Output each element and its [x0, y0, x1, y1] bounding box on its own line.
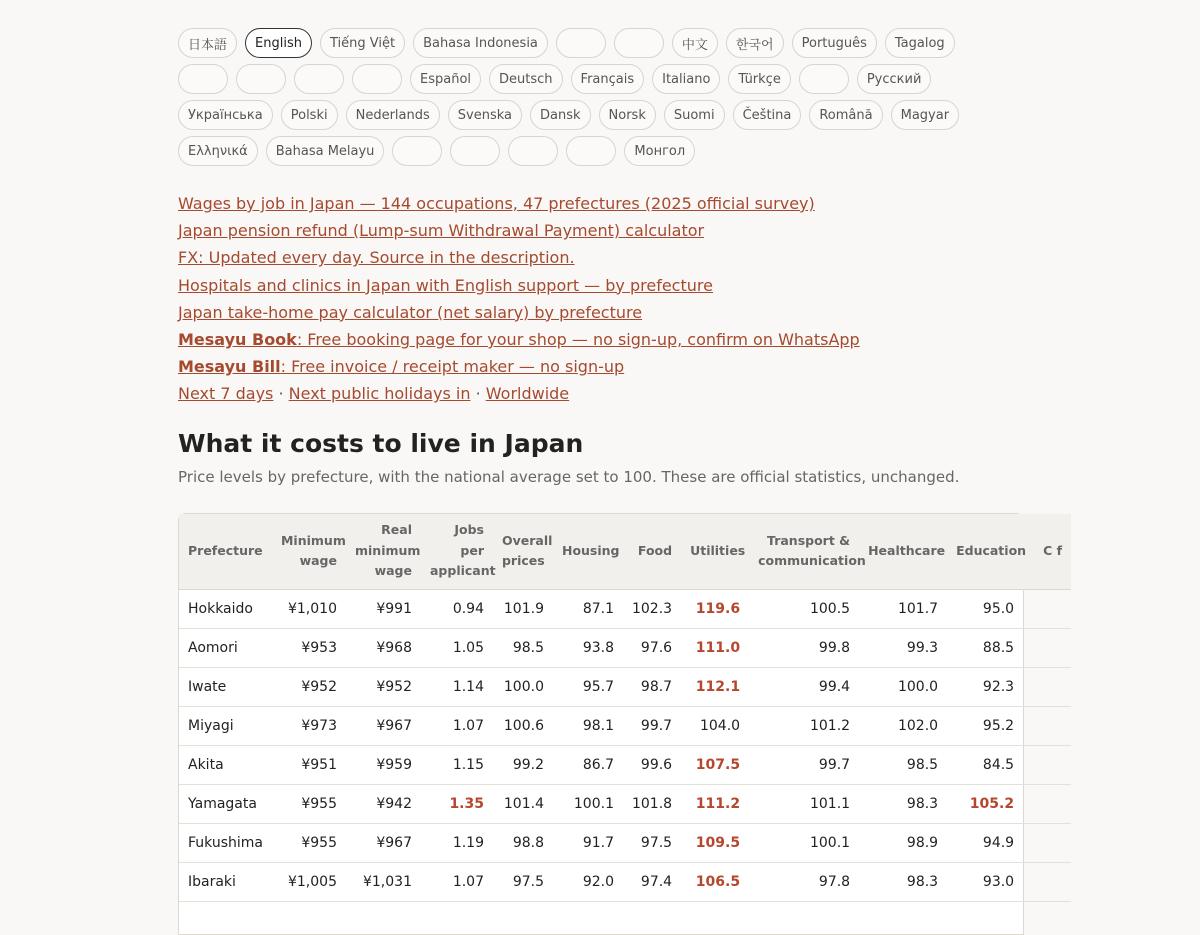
- table-cell: ¥973: [272, 706, 346, 745]
- table-cell: 111.2: [681, 784, 749, 823]
- table-cell: ¥952: [272, 667, 346, 706]
- table-cell: 95.0: [947, 589, 1023, 628]
- language-chip[interactable]: [352, 64, 402, 94]
- mesayu-bill-link[interactable]: [178, 357, 624, 376]
- language-chip[interactable]: Deutsch: [489, 64, 563, 94]
- table-cell: 104.0: [681, 706, 749, 745]
- language-chip[interactable]: [508, 136, 558, 166]
- cost-of-living-table-container[interactable]: [178, 513, 1063, 935]
- language-chip[interactable]: Türkçe: [728, 64, 790, 94]
- table-cell: 98.3: [859, 862, 947, 901]
- separator: ·: [470, 384, 486, 404]
- table-cell: 1.14: [421, 667, 493, 706]
- language-chip[interactable]: Svenska: [448, 100, 522, 130]
- language-chip[interactable]: Čeština: [733, 100, 802, 130]
- table-header-row: [179, 514, 1071, 590]
- table-cell: 97.5: [493, 862, 553, 901]
- prefecture-cell: Aomori: [179, 628, 272, 667]
- language-chip[interactable]: [556, 28, 606, 58]
- table-cell: 101.8: [623, 784, 681, 823]
- table-row: [179, 667, 1071, 706]
- column-header[interactable]: Utilities: [681, 514, 749, 590]
- table-cell: 98.5: [859, 745, 947, 784]
- table-cell: 98.5: [493, 628, 553, 667]
- table-cell: 94.9: [947, 823, 1023, 862]
- language-chip[interactable]: Suomi: [664, 100, 725, 130]
- table-cell: 107.5: [681, 745, 749, 784]
- language-chip[interactable]: Norsk: [599, 100, 656, 130]
- table-cell: 1.19: [421, 823, 493, 862]
- table-cell: ¥959: [346, 745, 421, 784]
- language-chip[interactable]: Nederlands: [346, 100, 440, 130]
- table-cell: 1.07: [421, 706, 493, 745]
- mesayu-book-desc: : Free booking page for your shop — no sign-up, confirm on WhatsApp: [296, 330, 860, 350]
- table-cell: ¥955: [272, 784, 346, 823]
- table-cell: 98.7: [623, 667, 681, 706]
- table-cell: 99.7: [749, 745, 859, 784]
- table-cell: 98.3: [859, 784, 947, 823]
- language-chip[interactable]: 한국어: [726, 28, 784, 58]
- table-cell: ¥967: [346, 823, 421, 862]
- table-cell: 95.7: [553, 667, 623, 706]
- table-cell: 100.1: [749, 823, 859, 862]
- language-chip[interactable]: Polski: [281, 100, 338, 130]
- table-cell: 101.7: [859, 589, 947, 628]
- prefecture-cell: Akita: [179, 745, 272, 784]
- table-cell: 91.7: [553, 823, 623, 862]
- table-cell: 119.6: [681, 589, 749, 628]
- pension-refund-link[interactable]: Japan pension refund (Lump-sum Withdrawal Payment) calculator: [178, 221, 705, 241]
- hospitals-link[interactable]: Hospitals and clinics in Japan with English support — by prefecture: [178, 275, 713, 295]
- table-cell: 100.0: [493, 667, 553, 706]
- table-cell: 92.3: [947, 667, 1023, 706]
- table-cell: [1023, 745, 1071, 784]
- language-selector: [178, 28, 1008, 166]
- prefecture-cell: Ibaraki: [179, 862, 272, 901]
- table-cell: 100.6: [493, 706, 553, 745]
- table-cell: 99.6: [623, 745, 681, 784]
- column-header[interactable]: Minimum wage: [272, 514, 346, 590]
- table-row: [179, 823, 1071, 862]
- table-cell: 97.4: [623, 862, 681, 901]
- table-cell: 93.0: [947, 862, 1023, 901]
- prefecture-cell: Iwate: [179, 667, 272, 706]
- table-cell: 102.3: [623, 589, 681, 628]
- mesayu-bill-desc: : Free invoice / receipt maker — no sign-up: [280, 357, 625, 377]
- table-cell: 99.3: [859, 628, 947, 667]
- language-chip[interactable]: [178, 64, 228, 94]
- language-chip[interactable]: [236, 64, 286, 94]
- table-cell: 99.7: [623, 706, 681, 745]
- separator: ·: [273, 384, 289, 404]
- table-cell: ¥953: [272, 628, 346, 667]
- next-7-days-link[interactable]: Next 7 days: [178, 384, 274, 404]
- table-row: [179, 706, 1071, 745]
- table-cell: 84.5: [947, 745, 1023, 784]
- table-cell: 106.5: [681, 862, 749, 901]
- table-cell: 87.1: [553, 589, 623, 628]
- table-cell: 97.8: [749, 862, 859, 901]
- language-chip[interactable]: Bahasa Melayu: [266, 136, 385, 166]
- table-cell: 101.1: [749, 784, 859, 823]
- language-chip[interactable]: 日本語: [178, 28, 237, 58]
- language-chip[interactable]: Tagalog: [885, 28, 955, 58]
- page-title: What it costs to live in Japan: [178, 428, 584, 458]
- table-cell: 86.7: [553, 745, 623, 784]
- language-chip[interactable]: Українська: [178, 100, 273, 130]
- table-cell: ¥968: [346, 628, 421, 667]
- table-cell: 0.94: [421, 589, 493, 628]
- table-cell: [1023, 628, 1071, 667]
- language-chip[interactable]: [614, 28, 664, 58]
- table-cell: [1023, 862, 1071, 901]
- table-cell: 105.2: [947, 784, 1023, 823]
- language-chip[interactable]: English: [245, 28, 312, 58]
- table-row: [179, 745, 1071, 784]
- column-header[interactable]: Prefecture: [179, 514, 272, 590]
- table-cell: 101.4: [493, 784, 553, 823]
- table-cell: ¥955: [272, 823, 346, 862]
- table-row: [179, 862, 1071, 901]
- column-header[interactable]: Housing: [553, 514, 623, 590]
- mesayu-book-name: Mesayu Book: [178, 330, 297, 350]
- table-cell: 1.15: [421, 745, 493, 784]
- language-chip[interactable]: [450, 136, 500, 166]
- page-subtitle: Price levels by prefecture, with the national average set to 100. These are official statistics, unchanged.: [178, 467, 960, 486]
- table-cell: ¥1,010: [272, 589, 346, 628]
- language-chip[interactable]: Română: [809, 100, 882, 130]
- table-cell: 98.8: [493, 823, 553, 862]
- page-content: [178, 28, 1063, 935]
- language-chip[interactable]: Español: [410, 64, 481, 94]
- column-header[interactable]: Jobs per applicant: [421, 514, 493, 590]
- column-header[interactable]: Food: [623, 514, 681, 590]
- table-cell: [1023, 589, 1071, 628]
- table-cell: 99.8: [749, 628, 859, 667]
- table-row: [179, 628, 1071, 667]
- table-cell: 102.0: [859, 706, 947, 745]
- column-header[interactable]: Transport & communication: [749, 514, 859, 590]
- language-chip[interactable]: Bahasa Indonesia: [413, 28, 548, 58]
- table-cell: 101.2: [749, 706, 859, 745]
- cost-of-living-table: [179, 514, 1071, 902]
- table-cell: [1023, 784, 1071, 823]
- language-chip[interactable]: Ελληνικά: [178, 136, 258, 166]
- public-holidays-link[interactable]: Next public holidays in: [288, 384, 471, 404]
- table-cell: 1.07: [421, 862, 493, 901]
- table-cell: 111.0: [681, 628, 749, 667]
- table-row: [179, 784, 1071, 823]
- table-cell: 88.5: [947, 628, 1023, 667]
- column-header[interactable]: C f: [1023, 514, 1071, 590]
- column-header[interactable]: Education: [947, 514, 1023, 590]
- takehome-pay-link[interactable]: Japan take-home pay calculator (net salary) by prefecture: [178, 302, 643, 322]
- table-cell: 99.4: [749, 667, 859, 706]
- table-cell: ¥967: [346, 706, 421, 745]
- table-cell: ¥991: [346, 589, 421, 628]
- language-chip[interactable]: [799, 64, 849, 94]
- table-cell: 99.2: [493, 745, 553, 784]
- wages-link[interactable]: Wages by job in Japan — 144 occupations, 47 prefectures (2025 official survey): [178, 194, 815, 213]
- language-chip[interactable]: [294, 64, 344, 94]
- related-links: [178, 190, 1022, 408]
- table-cell: 95.2: [947, 706, 1023, 745]
- table-cell: ¥952: [346, 667, 421, 706]
- table-cell: 101.9: [493, 589, 553, 628]
- table-cell: ¥951: [272, 745, 346, 784]
- table-cell: 1.05: [421, 628, 493, 667]
- table-cell: [1023, 706, 1071, 745]
- table-cell: 1.35: [421, 784, 493, 823]
- language-chip[interactable]: Français: [571, 64, 645, 94]
- table-row: [179, 589, 1071, 628]
- worldwide-link[interactable]: Worldwide: [485, 384, 570, 404]
- fx-link[interactable]: FX: Updated every day. Source in the description.: [178, 248, 575, 268]
- language-chip[interactable]: Монгол: [624, 136, 695, 166]
- language-chip[interactable]: Русский: [857, 64, 932, 94]
- prefecture-cell: Fukushima: [179, 823, 272, 862]
- language-chip[interactable]: [392, 136, 442, 166]
- mesayu-book-link[interactable]: [178, 330, 860, 349]
- column-header[interactable]: Real minimum wage: [346, 514, 421, 590]
- table-cell: ¥1,005: [272, 862, 346, 901]
- mesayu-bill-name: Mesayu Bill: [178, 357, 281, 377]
- language-chip[interactable]: Tiếng Việt: [320, 28, 405, 58]
- table-cell: 92.0: [553, 862, 623, 901]
- table-cell: 112.1: [681, 667, 749, 706]
- table-cell: 98.9: [859, 823, 947, 862]
- table-cell: [1023, 667, 1071, 706]
- language-chip[interactable]: [566, 136, 616, 166]
- table-cell: ¥942: [346, 784, 421, 823]
- prefecture-cell: Yamagata: [179, 784, 272, 823]
- table-cell: 93.8: [553, 628, 623, 667]
- table-cell: ¥1,031: [346, 862, 421, 901]
- language-chip[interactable]: Dansk: [530, 100, 591, 130]
- table-cell: 109.5: [681, 823, 749, 862]
- table-cell: 100.5: [749, 589, 859, 628]
- table-cell: 100.1: [553, 784, 623, 823]
- prefecture-cell: Miyagi: [179, 706, 272, 745]
- table-cell: 100.0: [859, 667, 947, 706]
- table-cell: 97.5: [623, 823, 681, 862]
- language-chip[interactable]: Magyar: [891, 100, 959, 130]
- table-cell: [1023, 823, 1071, 862]
- column-header[interactable]: Healthcare: [859, 514, 947, 590]
- language-chip[interactable]: Português: [792, 28, 877, 58]
- column-header[interactable]: Overall prices: [493, 514, 553, 590]
- table-cell: 97.6: [623, 628, 681, 667]
- table-cell: 98.1: [553, 706, 623, 745]
- prefecture-cell: Hokkaido: [179, 589, 272, 628]
- language-chip[interactable]: Italiano: [652, 64, 720, 94]
- language-chip[interactable]: 中文: [672, 28, 718, 58]
